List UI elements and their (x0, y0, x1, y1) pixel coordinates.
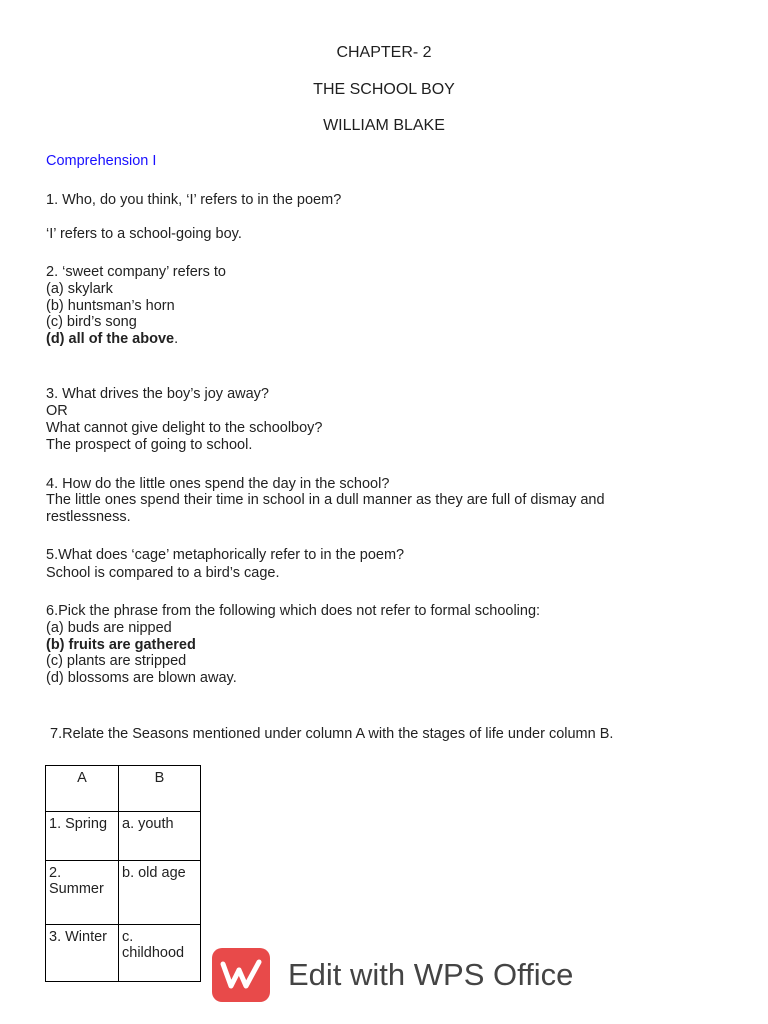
seasons-table (45, 765, 201, 982)
answer-4-line1: The little ones spend their time in school in a dull manner as they are full of dismay and (46, 492, 605, 508)
option-2b: (b) huntsman’s horn (46, 298, 175, 314)
table-header-b: B (119, 766, 201, 812)
option-2c: (c) bird’s song (46, 314, 137, 330)
question-6: 6.Pick the phrase from the following which does not refer to formal schooling: (46, 603, 541, 619)
question-7: 7.Relate the Seasons mentioned under column A with the stages of life under column B. (50, 726, 614, 742)
answer-2-suffix: . (174, 331, 179, 347)
table-header-a: A (46, 766, 119, 812)
chapter-heading: CHAPTER- 2 (336, 44, 432, 61)
poem-title: THE SCHOOL BOY (313, 81, 455, 98)
option-6c: (c) plants are stripped (46, 653, 187, 669)
answer-2 (46, 331, 178, 348)
table-row (46, 925, 201, 982)
section-heading: Comprehension I (46, 153, 157, 169)
table-row (46, 812, 201, 861)
table-row (46, 861, 201, 925)
question-3-alt: What cannot give delight to the schoolboy? (46, 420, 323, 436)
wps-watermark[interactable] (212, 948, 573, 1002)
table-cell-season: 1. Spring (46, 812, 119, 861)
answer-1: ‘I’ refers to a school-going boy. (46, 226, 242, 242)
table-cell-season: 2. Summer (46, 861, 119, 925)
answer-2-bold: (d) all of the above (46, 331, 175, 347)
option-6b: (b) fruits are gathered (46, 637, 196, 653)
table-cell-stage: c. childhood (119, 925, 201, 982)
answer-3: The prospect of going to school. (46, 437, 253, 453)
wps-w-icon (219, 958, 263, 992)
question-3: 3. What drives the boy’s joy away? (46, 386, 269, 402)
poem-author: WILLIAM BLAKE (323, 117, 445, 134)
table-cell-season: 3. Winter (46, 925, 119, 982)
question-2: 2. ‘sweet company’ refers to (46, 264, 226, 280)
table-cell-stage: a. youth (119, 812, 201, 861)
option-6a: (a) buds are nipped (46, 620, 172, 636)
question-1: 1. Who, do you think, ‘I’ refers to in the poem? (46, 192, 342, 208)
or-separator: OR (46, 403, 68, 419)
table-cell-stage: b. old age (119, 861, 201, 925)
option-2a: (a) skylark (46, 281, 113, 297)
wps-logo-icon (212, 948, 270, 1002)
answer-4-line2: restlessness. (46, 509, 131, 525)
question-4: 4. How do the little ones spend the day in the school? (46, 476, 390, 492)
question-5: 5.What does ‘cage’ metaphorically refer to in the poem? (46, 547, 405, 563)
wps-watermark-text: Edit with WPS Office (288, 957, 574, 992)
answer-5: School is compared to a bird’s cage. (46, 565, 280, 581)
option-6d: (d) blossoms are blown away. (46, 670, 237, 686)
